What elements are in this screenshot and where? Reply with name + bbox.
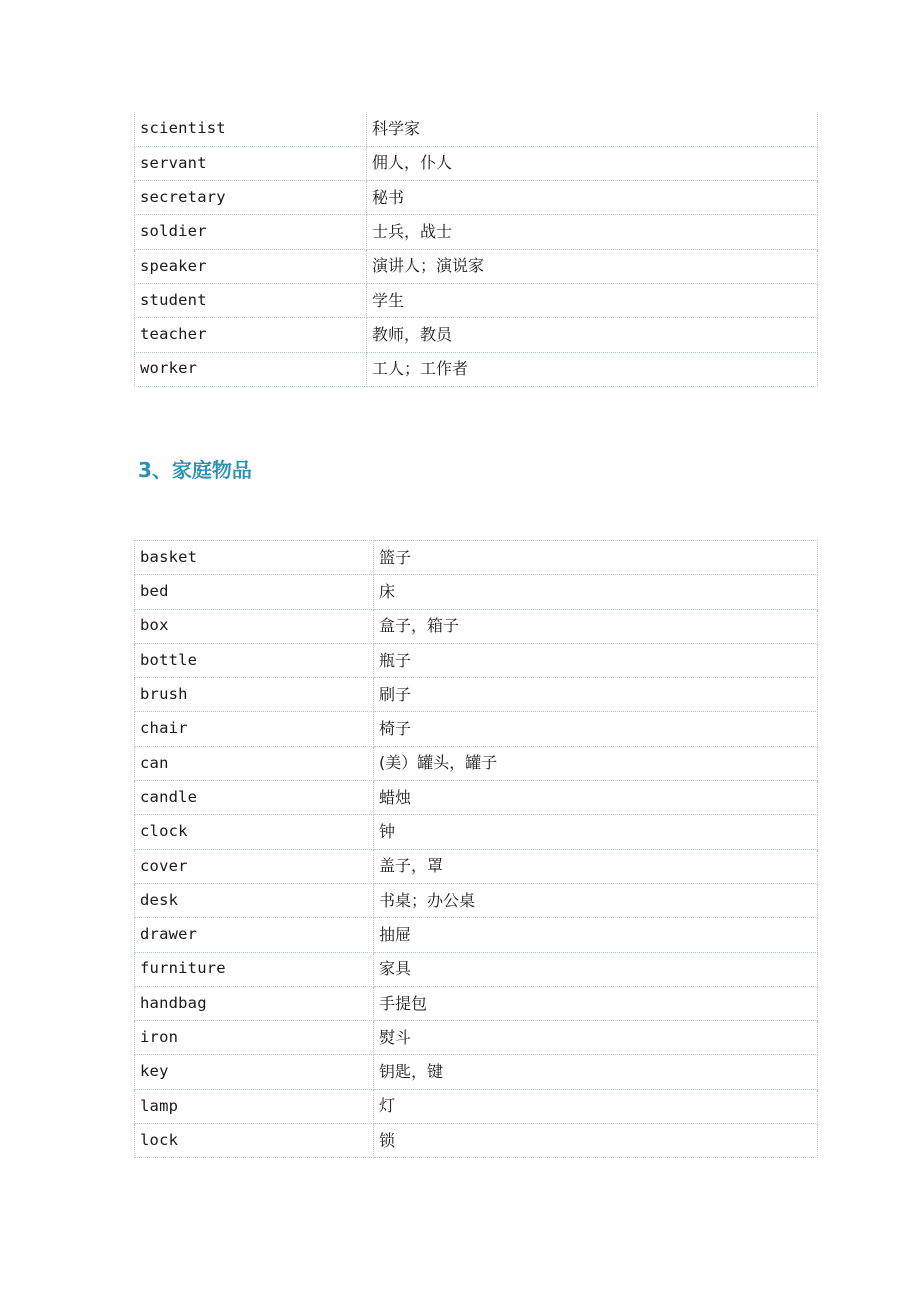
- table-row: [135, 112, 818, 146]
- english-word: bottle: [135, 643, 374, 677]
- english-word: candle: [135, 781, 374, 815]
- table-row: [135, 318, 818, 352]
- chinese-meaning: 灯: [374, 1089, 818, 1123]
- english-word: furniture: [135, 952, 374, 986]
- table-row: [135, 643, 818, 677]
- english-word: chair: [135, 712, 374, 746]
- chinese-meaning: 教师，教员: [367, 318, 818, 352]
- chinese-meaning: 篮子: [374, 541, 818, 575]
- chinese-meaning: 佣人，仆人: [367, 146, 818, 180]
- english-word: lock: [135, 1124, 374, 1158]
- chinese-meaning: 钥匙，键: [374, 1055, 818, 1089]
- chinese-meaning: 椅子: [374, 712, 818, 746]
- chinese-meaning: 床: [374, 575, 818, 609]
- english-word: student: [135, 283, 367, 317]
- english-word: desk: [135, 883, 374, 917]
- english-word: iron: [135, 1021, 374, 1055]
- table-row: [135, 1089, 818, 1123]
- table-row: [135, 849, 818, 883]
- chinese-meaning: 士兵，战士: [367, 215, 818, 249]
- section-heading: 3、家庭物品: [138, 458, 252, 482]
- table-row: [135, 575, 818, 609]
- table-row: [135, 352, 818, 386]
- table-row: [135, 283, 818, 317]
- table-row: [135, 249, 818, 283]
- household-items-vocab-table: [134, 540, 818, 1158]
- english-word: handbag: [135, 986, 374, 1020]
- chinese-meaning: 家具: [374, 952, 818, 986]
- household-table-body: [135, 541, 818, 1158]
- table-row: [135, 146, 818, 180]
- english-word: brush: [135, 678, 374, 712]
- chinese-meaning: 盖子，罩: [374, 849, 818, 883]
- table-row: [135, 986, 818, 1020]
- table-row: [135, 678, 818, 712]
- chinese-meaning: 科学家: [367, 112, 818, 146]
- table-row: [135, 815, 818, 849]
- table-row: [135, 952, 818, 986]
- english-word: worker: [135, 352, 367, 386]
- chinese-meaning: 锁: [374, 1124, 818, 1158]
- english-word: key: [135, 1055, 374, 1089]
- table-row: [135, 712, 818, 746]
- english-word: drawer: [135, 918, 374, 952]
- chinese-meaning: 盒子，箱子: [374, 609, 818, 643]
- english-word: can: [135, 746, 374, 780]
- chinese-meaning: 学生: [367, 283, 818, 317]
- table-row: [135, 1055, 818, 1089]
- english-word: clock: [135, 815, 374, 849]
- chinese-meaning: 钟: [374, 815, 818, 849]
- chinese-meaning: 手提包: [374, 986, 818, 1020]
- english-word: servant: [135, 146, 367, 180]
- table-row: [135, 1021, 818, 1055]
- table-row: [135, 181, 818, 215]
- english-word: basket: [135, 541, 374, 575]
- chinese-meaning: 书桌；办公桌: [374, 883, 818, 917]
- table-row: [135, 781, 818, 815]
- english-word: lamp: [135, 1089, 374, 1123]
- table-row: [135, 215, 818, 249]
- chinese-meaning: 刷子: [374, 678, 818, 712]
- chinese-meaning: 演讲人；演说家: [367, 249, 818, 283]
- table-row: [135, 541, 818, 575]
- occupations-vocab-table: [134, 112, 818, 387]
- chinese-meaning: 蜡烛: [374, 781, 818, 815]
- english-word: scientist: [135, 112, 367, 146]
- table-row: [135, 918, 818, 952]
- english-word: speaker: [135, 249, 367, 283]
- chinese-meaning: 工人；工作者: [367, 352, 818, 386]
- table-row: [135, 746, 818, 780]
- chinese-meaning: 抽屉: [374, 918, 818, 952]
- english-word: bed: [135, 575, 374, 609]
- english-word: soldier: [135, 215, 367, 249]
- table-row: [135, 1124, 818, 1158]
- english-word: box: [135, 609, 374, 643]
- table-row: [135, 609, 818, 643]
- chinese-meaning: 瓶子: [374, 643, 818, 677]
- english-word: secretary: [135, 181, 367, 215]
- english-word: teacher: [135, 318, 367, 352]
- table-row: [135, 883, 818, 917]
- occupations-table-body: [135, 112, 818, 386]
- chinese-meaning: 熨斗: [374, 1021, 818, 1055]
- english-word: cover: [135, 849, 374, 883]
- chinese-meaning: 秘书: [367, 181, 818, 215]
- chinese-meaning: (美）罐头，罐子: [374, 746, 818, 780]
